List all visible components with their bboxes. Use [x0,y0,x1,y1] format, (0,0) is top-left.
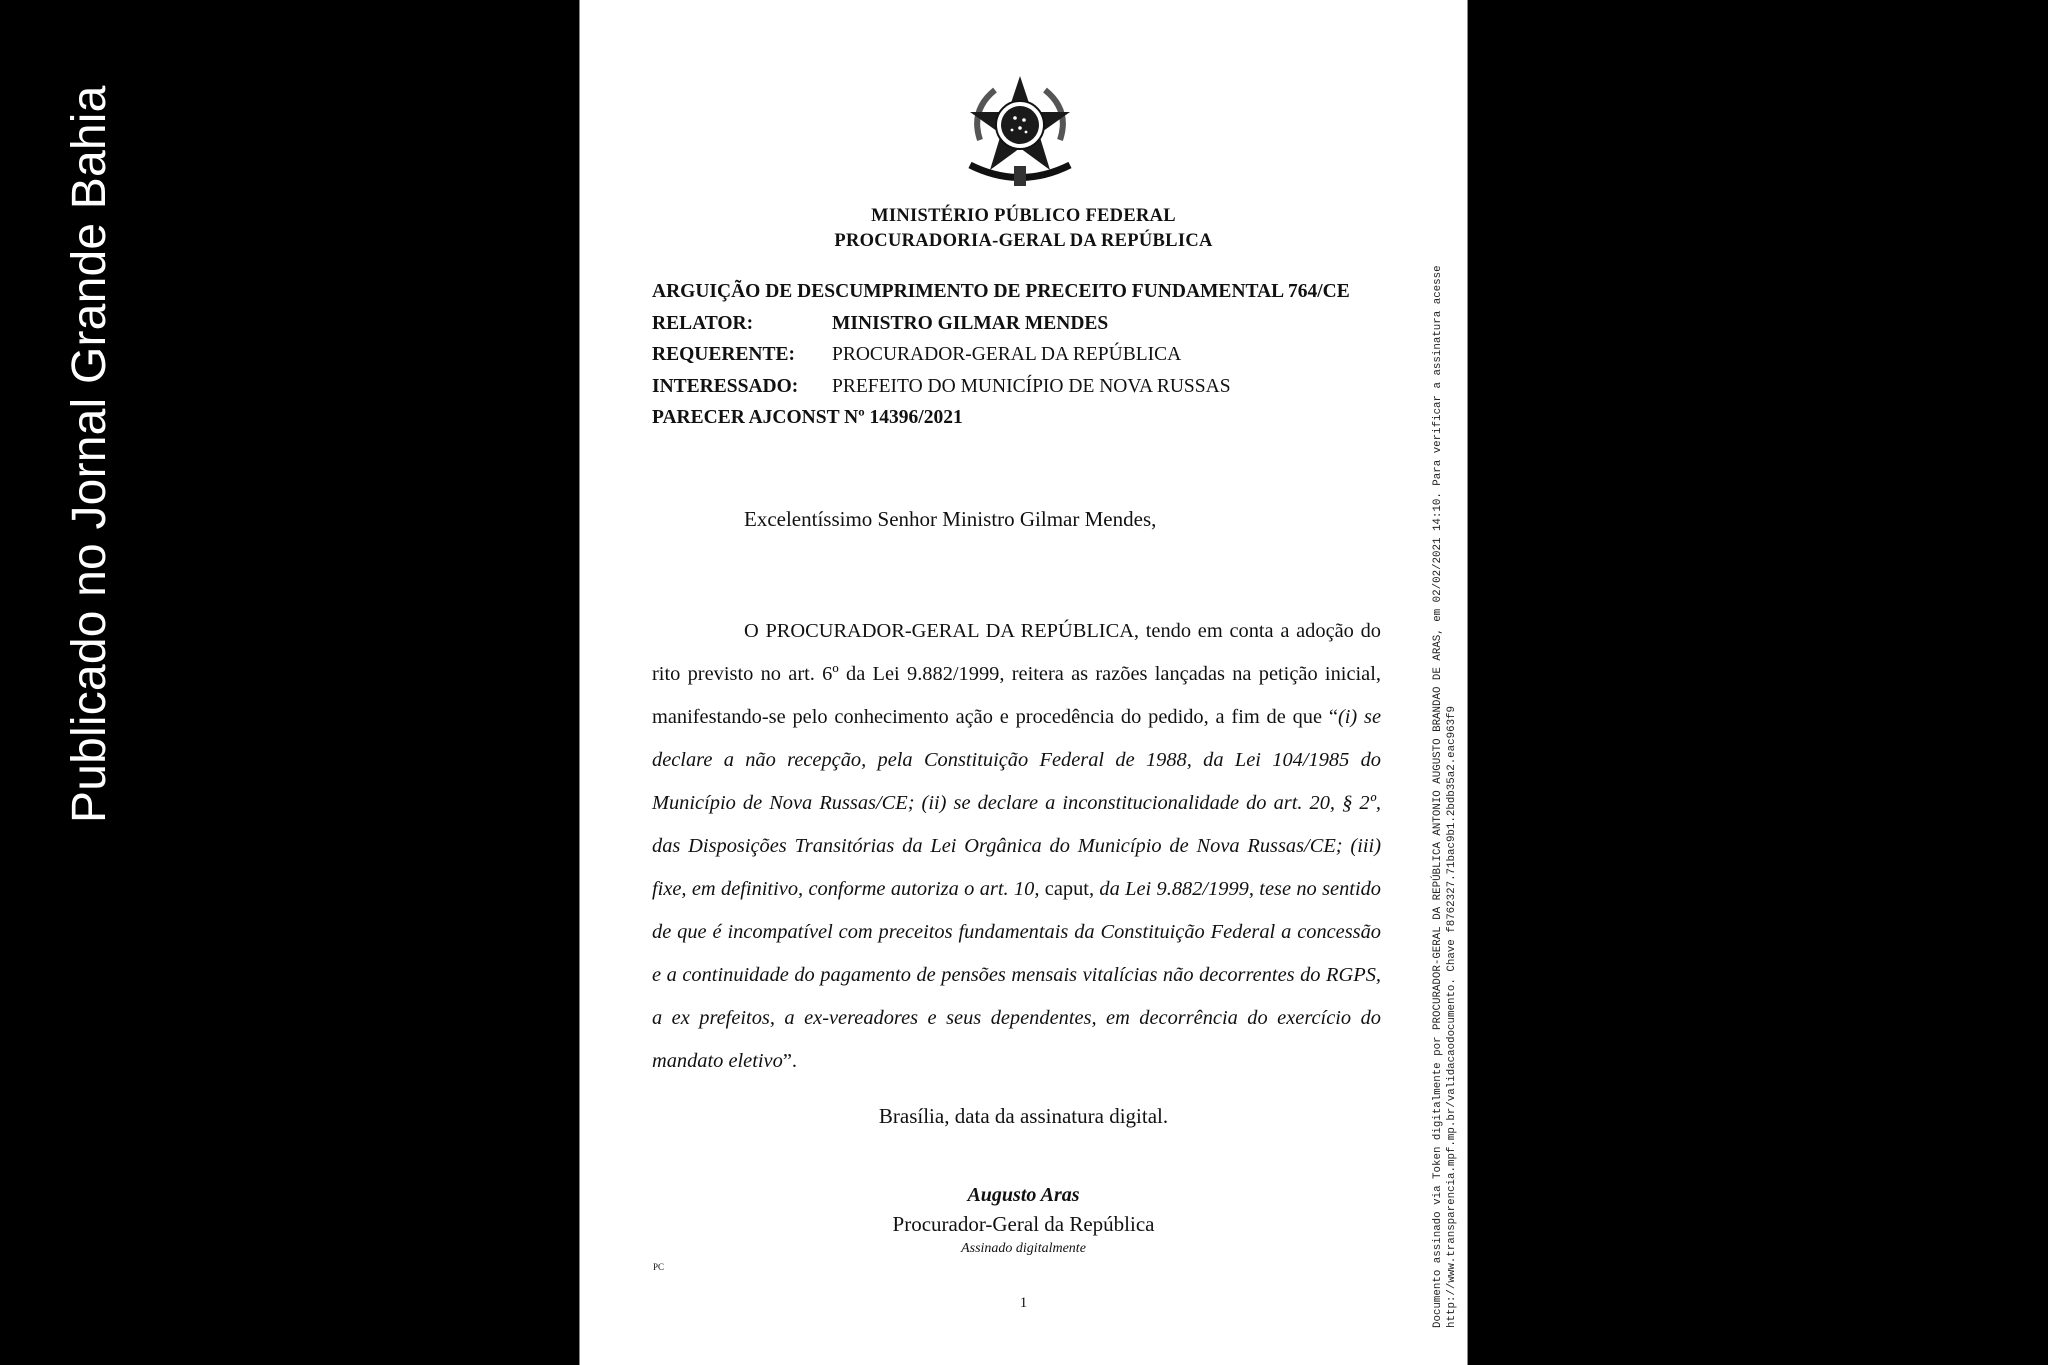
body-quote-part2: , da Lei 9.882/1999, tese no sentido de que é incompatível com preceitos fundamentais da Constituição Federal a concessão e a continuidade do pagamento de pensões mensais vitalícias não decorrentes do RGPS, a ex prefeitos, a ex-vereadores e seus dependentes, em decorrência do exercício do mandato eletivo [652,878,1381,1072]
case-field-relator [652,308,1412,340]
digital-signature-stamp [1432,265,1459,1328]
field-value: PREFEITO DO MUNICÍPIO DE NOVA RUSSAS [832,375,1231,397]
field-value: PROCURADOR-GERAL DA REPÚBLICA [832,344,1182,365]
stamp-line-1: Documento assinado via Token digitalmente por PROCURADOR-GERAL DA REPÚBLICA ANTONIO AUGUSTO BRANDAO DE ARAS, em 02/02/2021 14:10. Para verificar a assinatura acesse [1432,265,1444,1328]
case-field-interessado [652,371,1412,403]
salutation: Excelentíssimo Senhor Ministro Gilmar Mendes, [744,507,1157,531]
page-number: 1 [1019,1295,1028,1311]
field-label: REQUERENTE: [652,344,796,365]
signatory-name: Augusto Aras [967,1184,1080,1206]
header-ministry: MINISTÉRIO PÚBLICO FEDERAL [871,206,1176,226]
case-title: ARGUIÇÃO DE DESCUMPRIMENTO DE PRECEITO FUNDAMENTAL 764/CE [652,281,1350,302]
field-label: INTERESSADO: [652,375,799,397]
body-quote-caput: caput [1044,878,1089,900]
signature-note: Assinado digitalmente [961,1241,1086,1256]
author-initials: PC [653,1262,665,1272]
case-metadata [652,276,1412,434]
body-paragraph [652,610,1381,1083]
body-closing: ”. [782,1050,797,1072]
opinion-number: PARECER AJCONST Nº 14396/2021 [652,407,963,428]
body-quote-part1: (i) se declare a não recepção, pela Constituição Federal de 1988, da Lei 104/1985 do Município de Nova Russas/CE; (ii) se declare a inconstitucionalidade do art. 20, § 2º, das Disposições Transitórias da Lei Orgânica do Município de Nova Russas/CE; (iii) fixe, em definitivo, conforme autoriza o art. 10, [652,706,1381,900]
signatory-title: Procurador-Geral da República [892,1212,1155,1236]
case-field-requerente [652,339,1412,371]
stamp-line-2: http://www.transparencia.mpf.mp.br/validacaodocumento. Chave f8762327.71bac9b1.2bdb35a2.eac963f9 [1445,705,1458,1328]
place-date: Brasília, data da assinatura digital. [878,1104,1169,1128]
body-intro: O PROCURADOR-GERAL DA REPÚBLICA, tendo em conta a adoção do rito previsto no art. 6º da Lei 9.882/1999, reitera as razões lançadas na petição inicial, manifestando-se pelo conhecimento ação e procedência do pedido, a fim de que “ [652,620,1381,728]
publication-caption: Publicado no Jornal Grande Bahia [63,85,116,823]
header-procuradoria: PROCURADORIA-GERAL DA REPÚBLICA [834,231,1213,251]
field-value: MINISTRO GILMAR MENDES [832,312,1109,334]
brazil-coat-of-arms-icon [960,70,1080,195]
field-label: RELATOR: [652,312,754,334]
document-page [579,0,1468,1365]
